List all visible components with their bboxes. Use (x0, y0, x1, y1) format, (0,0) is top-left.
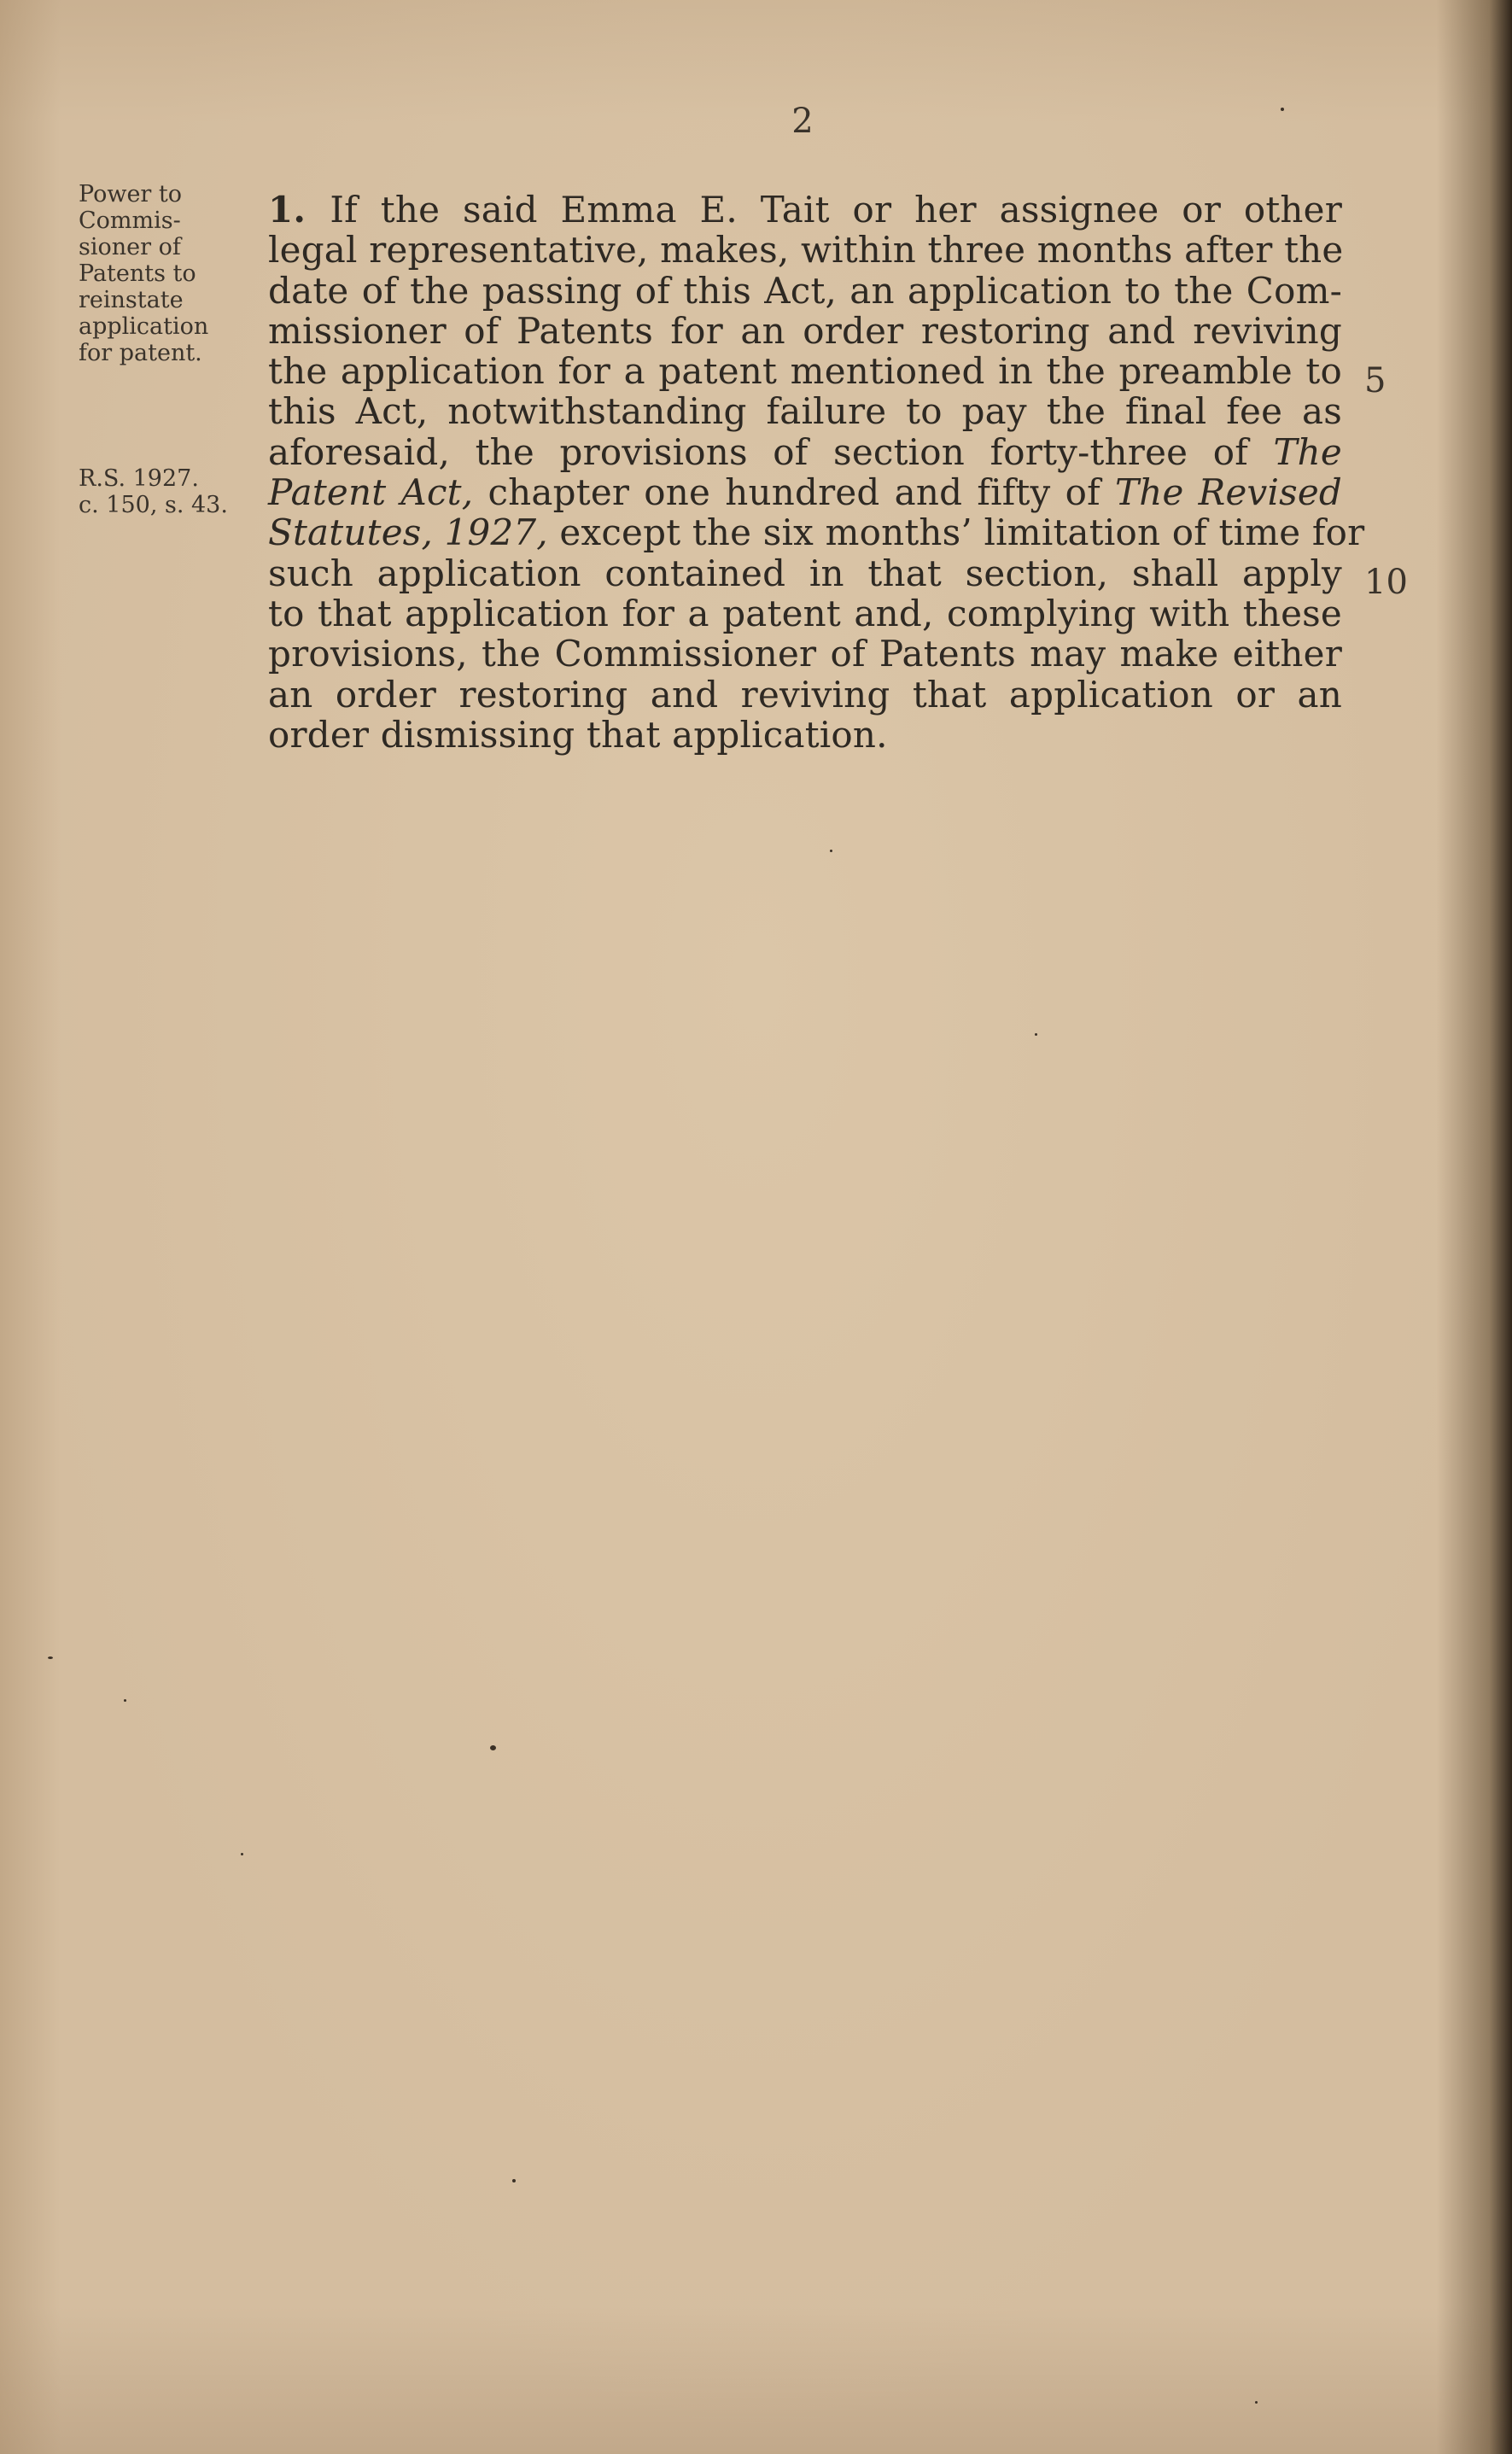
page-number: 2 (791, 102, 814, 141)
section-line (268, 634, 1342, 674)
section-1-text (268, 189, 1365, 756)
line-number-5: 5 (1364, 361, 1386, 400)
text-run: legal representative, makes, within three months after the (268, 229, 1344, 272)
paper-speck (241, 1853, 243, 1855)
paper-speck (1255, 2401, 1258, 2404)
section-line (268, 472, 1342, 512)
text-run: the application for a patent mentioned in the preamble to (268, 350, 1342, 393)
paper-speck (512, 2179, 516, 2182)
section-number: 1. (268, 189, 330, 231)
text-run: missioner of Patents for an order restoring and reviving (268, 309, 1342, 352)
line-number-10: 10 (1364, 563, 1408, 602)
margin-note-statute-reference: R.S. 1927. c. 150, s. 43. (79, 465, 228, 518)
paper-speck (124, 1699, 126, 1702)
section-line (268, 715, 1342, 755)
margin-note-power: Power to Commis- sioner of Patents to reinstate application for patent. (79, 181, 209, 366)
text-run: provisions, the Commissioner of Patents may make either (268, 633, 1342, 675)
section-line (268, 675, 1342, 715)
text-run: If the said Emma E. Tait or her assignee or other (330, 189, 1342, 231)
section-line (268, 271, 1342, 311)
section-line (268, 553, 1342, 593)
italic-citation: Patent Act, (268, 471, 474, 514)
italic-citation: Statutes, 1927, (268, 511, 548, 554)
section-line (268, 230, 1342, 270)
text-run: aforesaid, the provisions of section forty-three of (268, 430, 1274, 473)
paper-speck (1281, 108, 1284, 111)
text-run: this Act, notwithstanding failure to pay the final fee as (268, 390, 1342, 433)
section-line (268, 190, 1342, 230)
paper-speck (830, 850, 832, 852)
text-run: order dismissing that application. (268, 713, 888, 756)
text-run: except the six months’ limitation of time for (547, 511, 1365, 554)
italic-citation: The (1273, 430, 1342, 473)
text-run: to that application for a patent and, complying with these (268, 592, 1342, 634)
text-run: such application contained in that section, shall apply (268, 552, 1342, 594)
text-run: chapter one hundred and fifty of (473, 471, 1115, 514)
section-line (268, 311, 1342, 351)
section-line (268, 391, 1342, 431)
text-run: an order restoring and reviving that application or an (268, 673, 1342, 716)
section-line (268, 432, 1342, 472)
section-line (268, 351, 1342, 391)
paper-speck (490, 1745, 496, 1750)
paper-speck (1035, 1033, 1037, 1036)
section-line (268, 511, 1365, 554)
text-run: date of the passing of this Act, an application to the Com- (268, 269, 1342, 312)
section-line (268, 593, 1342, 634)
paper-speck (48, 1656, 53, 1659)
italic-citation: The Revised (1115, 471, 1342, 514)
